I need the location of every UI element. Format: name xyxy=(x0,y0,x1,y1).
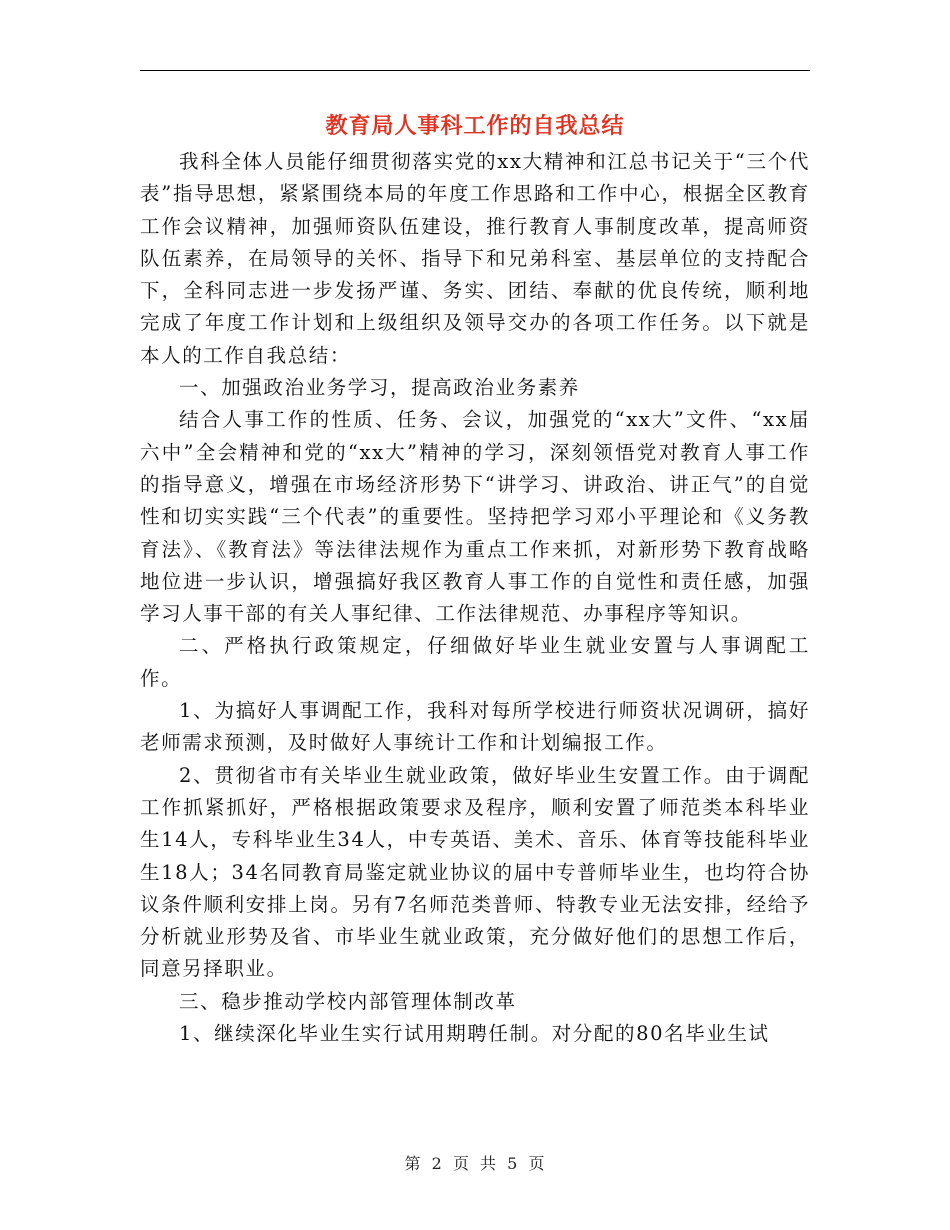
document-title: 教育局人事科工作的自我总结 xyxy=(325,113,625,139)
footer-total-pages: 5 xyxy=(507,1154,519,1173)
section-heading-2: 二、严格执行政策规定，仔细做好毕业生就业安置与人事调配工作。 xyxy=(140,634,810,690)
section-heading-1: 一、加强政治业务学习，提高政治业务素养 xyxy=(179,376,580,400)
document-body xyxy=(140,146,810,1050)
header-rule xyxy=(140,70,810,71)
paragraph-item-3-1: 1、继续深化毕业生实行试用期聘任制。对分配的80名毕业生试 xyxy=(179,1022,770,1046)
page-footer xyxy=(0,1151,950,1174)
paragraph-item-2: 2、贯彻省市有关毕业生就业政策，做好毕业生安置工作。由于调配工作抓紧抓好，严格根据政策要求及程序，顺利安置了师范类本科毕业生14人，专科毕业生34人，中专英语、美术、音乐、体育等技能科毕业生18人；34名同教育局鉴定就业协议的届中专普师毕业生，也均符合协议条件顺利安排上岗。另有7名师范类普师、特教专业无法安排，经给予分析就业形势及省、市毕业生就业政策，充分做好他们的思想工作后，同意另择职业。 xyxy=(140,763,810,981)
footer-current-page: 2 xyxy=(431,1154,443,1173)
footer-total-word: 共 xyxy=(480,1154,498,1173)
paragraph-study: 结合人事工作的性质、任务、会议，加强党的“xx大”文件、“xx届六中”全会精神和党的“xx大”精神的学习，深刻领悟党对教育人事工作的指导意义，增强在市场经济形势下“讲学习、讲政治、讲正气”的自觉性和切实实践“三个代表”的重要性。坚持把学习邓小平理论和《义务教育法》、《教育法》等法律法规作为重点工作来抓，对新形势下教育战略地位进一步认识，增强搞好我区教育人事工作的自觉性和责任感，加强学习人事干部的有关人事纪律、工作法律规范、办事程序等知识。 xyxy=(140,408,810,626)
footer-prefix: 第 xyxy=(404,1154,422,1173)
section-heading-3: 三、稳步推动学校内部管理体制改革 xyxy=(179,989,517,1013)
footer-page-word: 页 xyxy=(452,1154,470,1173)
footer-suffix: 页 xyxy=(528,1154,546,1173)
paragraph-item-1: 1、为搞好人事调配工作，我科对每所学校进行师资状况调研，搞好老师需求预测，及时做好人事统计工作和计划编报工作。 xyxy=(140,699,810,755)
paragraph-intro: 我科全体人员能仔细贯彻落实党的xx大精神和江总书记关于“三个代表”指导思想，紧紧围绕本局的年度工作思路和工作中心，根据全区教育工作会议精神，加强师资队伍建设，推行教育人事制度改革，提高师资队伍素养，在局领导的关怀、指导下和兄弟科室、基层单位的支持配合下，全科同志进一步发扬严谨、务实、团结、奉献的优良传统，顺利地完成了年度工作计划和上级组织及领导交办的各项工作任务。以下就是本人的工作自我总结： xyxy=(140,150,810,367)
